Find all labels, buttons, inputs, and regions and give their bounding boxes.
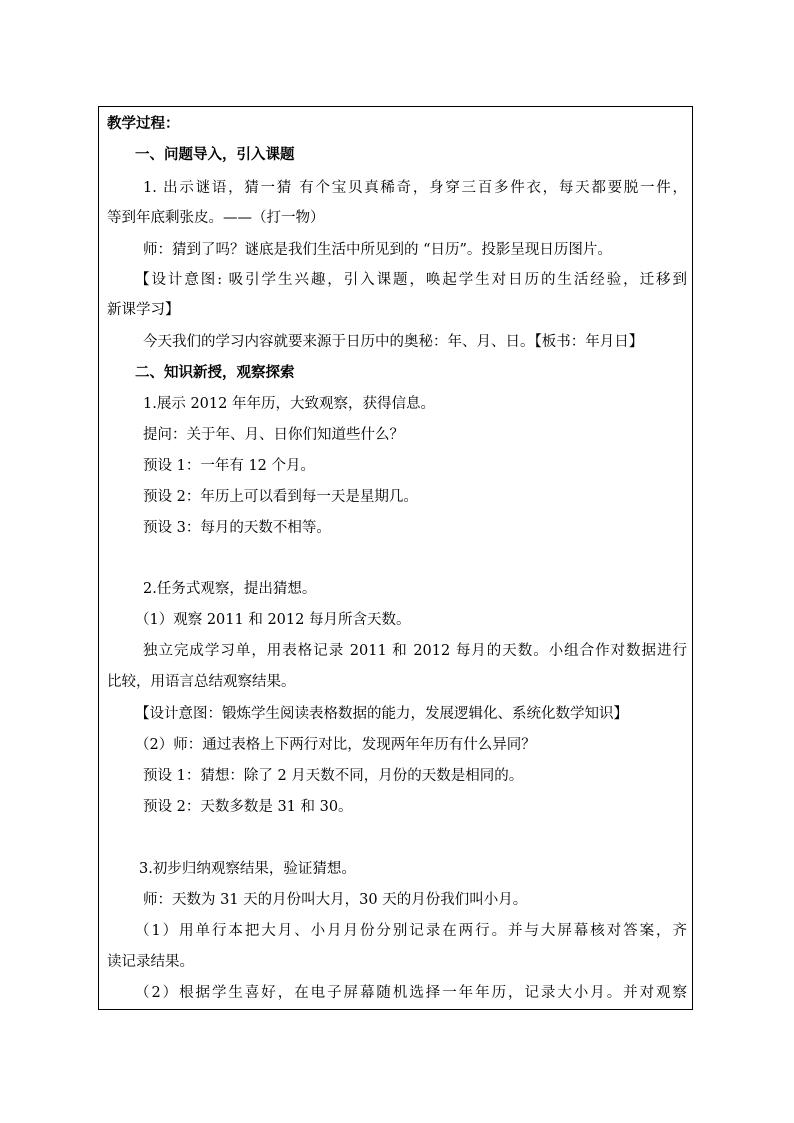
today-content: 今天我们的学习内容就要来源于日历中的奥秘：年、月、日。【板书：年月日】 bbox=[143, 334, 644, 350]
design-intent-1-line-1: 【设计意图: 吸引学生兴趣，引入课题，唤起学生对日历的生活经验，迁移到 bbox=[135, 272, 687, 288]
preset-4: 预设 1：猜想：除了 2 月天数不同，月份的天数是相同的。 bbox=[143, 768, 524, 784]
preset-1: 预设 1：一年有 12 个月。 bbox=[143, 458, 316, 474]
preset-5: 预设 2：天数多数是 31 和 30。 bbox=[143, 799, 353, 815]
preset-2: 预设 2：年历上可以看到每一天是星期几。 bbox=[143, 489, 418, 505]
lesson-table-cell bbox=[98, 106, 693, 1010]
riddle-line-2: 等到年底剩张皮。——（打一物） bbox=[107, 210, 325, 226]
independent-line-2: 比较，用语言总结观察结果。 bbox=[107, 674, 296, 690]
observe-1: （1）观察 2011 和 2012 每月所含天数。 bbox=[135, 612, 411, 628]
record-1-line-1: （1）用单行本把大月、小月月份分别记录在两行。并与大屏幕核对答案，齐 bbox=[135, 923, 687, 939]
design-intent-2: 【设计意图：锻炼学生阅读表格数据的能力，发展逻辑化、系统化数学知识】 bbox=[135, 706, 628, 722]
part1-heading: 一、问题导入，引入课题 bbox=[135, 146, 295, 163]
step-3: 3.初步归纳观察结果，验证猜想。 bbox=[139, 861, 356, 877]
step-1: 1.展示 2012 年年历，大致观察，获得信息。 bbox=[143, 396, 435, 412]
observe-2: （2）师：通过表格上下两行对比，发现两年年历有什么异同？ bbox=[135, 737, 536, 753]
riddle-line-1: 1. 出示谜语，猜一猜 有个宝贝真稀奇，身穿三百多件衣，每天都要脱一件， bbox=[143, 180, 687, 196]
preset-3: 预设 3：每月的天数不相等。 bbox=[143, 520, 331, 536]
part2-heading: 二、知识新授，观察探索 bbox=[135, 364, 295, 381]
step-2: 2.任务式观察，提出猜想。 bbox=[143, 581, 317, 597]
independent-line-1: 独立完成学习单，用表格记录 2011 和 2012 每月的天数。小组合作对数据进行 bbox=[143, 643, 687, 659]
teacher-big-small-month: 师：天数为 31 天的月份叫大月，30 天的月份我们叫小月。 bbox=[143, 892, 528, 908]
teacher-riddle-answer: 师：猜到了吗？谜底是我们生活中所见到的 “日历”。投影呈现日历图片。 bbox=[143, 242, 612, 258]
question-1: 提问：关于年、月、日你们知道些什么？ bbox=[143, 427, 404, 443]
record-1-line-2: 读记录结果。 bbox=[107, 954, 194, 970]
section-label: 教学过程： bbox=[107, 115, 180, 132]
record-2-line-1: （2）根据学生喜好，在电子屏幕随机选择一年年历，记录大小月。并对观察 bbox=[135, 985, 687, 1001]
design-intent-1-line-2: 新课学习】 bbox=[107, 302, 180, 318]
